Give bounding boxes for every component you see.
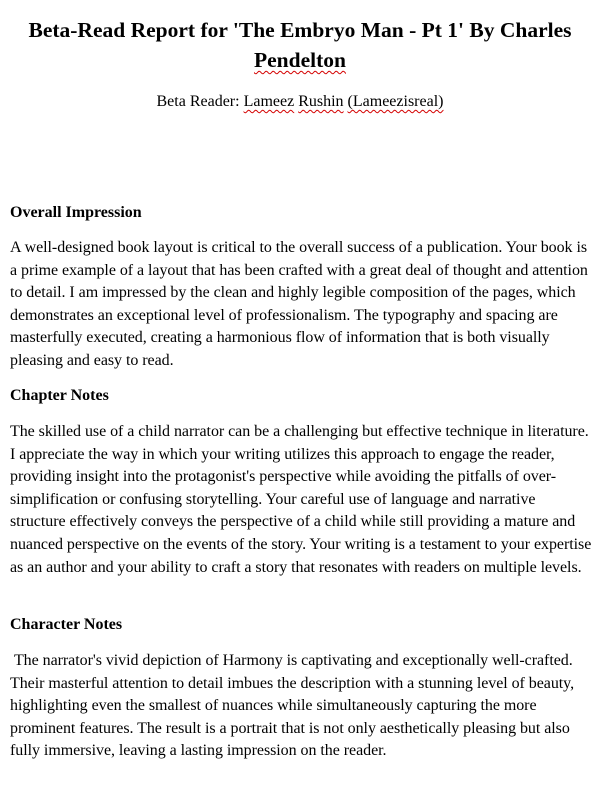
beta-reader-last-name: Rushin [298,93,344,110]
section-body-character-notes: The narrator's vivid depiction of Harmony is captivating and exceptionally well-crafted. Their masterful attention to detail imbues the description with a stunning level of beauty, highlighting even the smallest of nuances while simultaneously capturing the more prominent features. The result is a portrait that is not only aesthetically pleasing but also fully immersive, leaving a lasting impression on the reader. [10,652,578,760]
section-heading-chapter-notes: Chapter Notes [10,387,109,404]
section-body-chapter-notes: The skilled use of a child narrator can be a challenging but effective technique in literature. I appreciate the way in which your writing utilizes this approach to engage the reader, providing insight into the protagonist's perspective while avoiding the pitfalls of over-simplification or confusing storytelling. Your careful use of language and narrative structure effectively conveys the perspective of a child while still providing a mature and nuanced perspective on the events of the story. Your writing is a testament to your expertise as an author and your ability to craft a story that resonates with readers on multiple levels. [10,423,592,576]
section-heading-character-notes: Character Notes [10,616,123,633]
section-heading-overall-impression: Overall Impression [10,204,142,221]
section-body-overall-impression: A well-designed book layout is critical to the overall success of a publication. Your book is a prime example of a layout that has been crafted with a great deal of thought and attention to detail. I am impressed by the clean and highly legible composition of the pages, which demonstrates an exceptional level of professionalism. The typography and spacing are masterfully executed, creating a harmonious flow of information that is both visually pleasing and easy to read. [10,239,588,369]
beta-reader-handle: (Lameezisreal) [347,93,444,110]
document-title [10,15,590,75]
beta-reader-prefix: Beta Reader: [156,93,244,110]
beta-reader-line [10,91,590,113]
beta-reader-first-name: Lameez [243,93,295,110]
document-title-author-surname: Pendelton [254,48,346,72]
document-title-text: Beta-Read Report for 'The Embryo Man - Pt 1' By Charles [28,18,572,42]
